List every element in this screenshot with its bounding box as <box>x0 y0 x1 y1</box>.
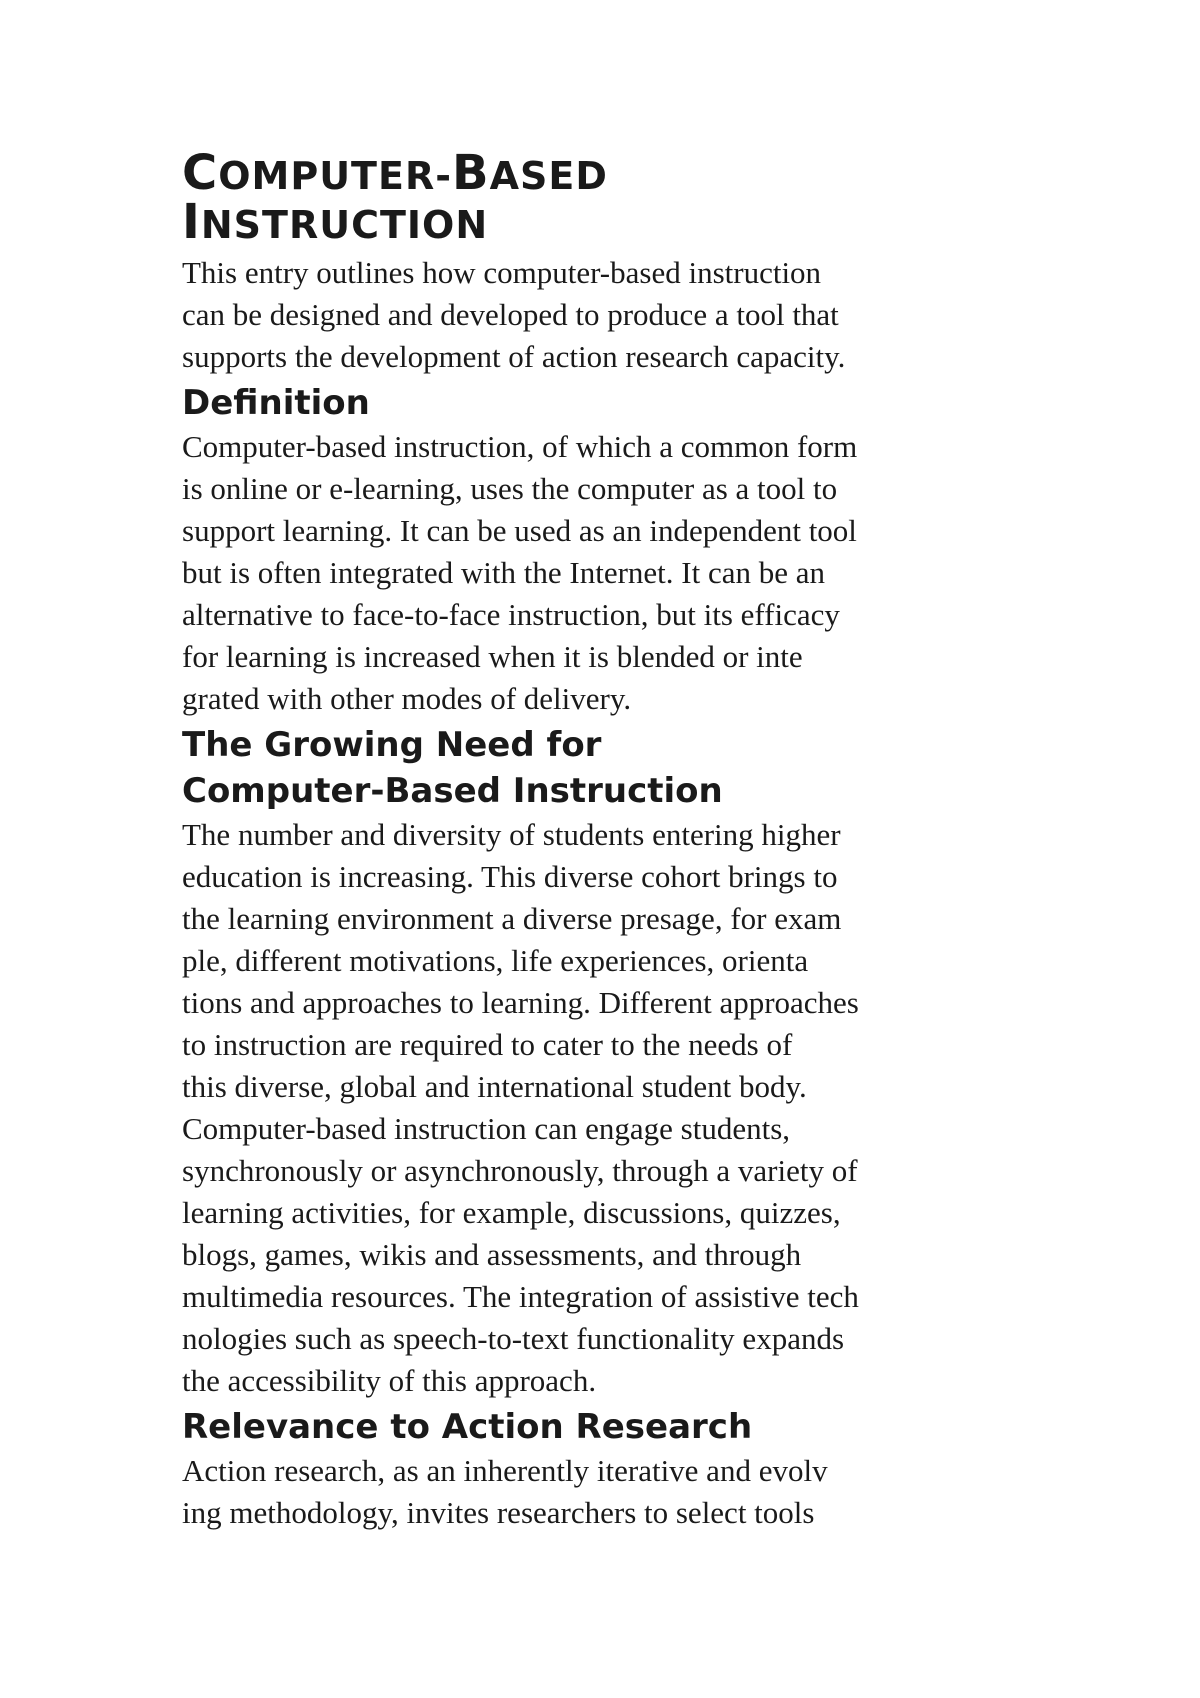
entry-title-line-1: COMPUTER-BASED <box>182 145 608 201</box>
text-line: blogs, games, wikis and assessments, and through <box>182 1237 802 1272</box>
text-line: supports the development of action research capacity. <box>182 339 846 374</box>
text-line: grated with other modes of delivery. <box>182 681 632 716</box>
relevance-paragraph <box>182 1450 1012 1534</box>
text-line: learning activities, for example, discussions, quizzes, <box>182 1195 841 1230</box>
text-line: ple, different motivations, life experiences, orienta <box>182 943 809 978</box>
section-heading-definition: Definition <box>182 383 370 423</box>
text-line: This entry outlines how computer-based instruction <box>182 255 822 290</box>
entry-title-line-2: INSTRUCTION <box>182 194 489 250</box>
text-line: nologies such as speech-to-text functionality expands <box>182 1321 845 1356</box>
text-line: the learning environment a diverse presage, for exam <box>182 901 842 936</box>
text-line: Computer-based instruction, of which a common form <box>182 429 858 464</box>
text-line: synchronously or asynchronously, through a variety of <box>182 1153 858 1188</box>
text-line: ing methodology, invites researchers to select tools <box>182 1495 815 1530</box>
text-line: education is increasing. This diverse cohort brings to <box>182 859 838 894</box>
text-line: to instruction are required to cater to the needs of <box>182 1027 793 1062</box>
text-line: can be designed and developed to produce a tool that <box>182 297 839 332</box>
text-line: multimedia resources. The integration of assistive tech <box>182 1279 859 1314</box>
document-page <box>182 145 1012 1534</box>
text-line: Action research, as an inherently iterative and evolv <box>182 1453 828 1488</box>
definition-paragraph <box>182 426 1012 720</box>
text-line: alternative to face-to-face instruction, but its efficacy <box>182 597 840 632</box>
growing-need-paragraph <box>182 814 1012 1402</box>
text-line: the accessibility of this approach. <box>182 1363 597 1398</box>
text-line: The number and diversity of students entering higher <box>182 817 841 852</box>
text-line: support learning. It can be used as an independent tool <box>182 513 857 548</box>
section-heading-growing-need: The Growing Need for Computer-Based Instruction <box>182 725 723 811</box>
section-heading-relevance: Relevance to Action Research <box>182 1407 753 1447</box>
text-line: this diverse, global and international student body. <box>182 1069 807 1104</box>
text-line: tions and approaches to learning. Different approaches <box>182 985 859 1020</box>
entry-title <box>182 145 1012 250</box>
text-line: Computer-based instruction can engage students, <box>182 1111 791 1146</box>
intro-paragraph <box>182 252 1012 378</box>
text-line: is online or e-learning, uses the computer as a tool to <box>182 471 838 506</box>
text-line: for learning is increased when it is blended or inte <box>182 639 803 674</box>
text-line: but is often integrated with the Internet. It can be an <box>182 555 826 590</box>
